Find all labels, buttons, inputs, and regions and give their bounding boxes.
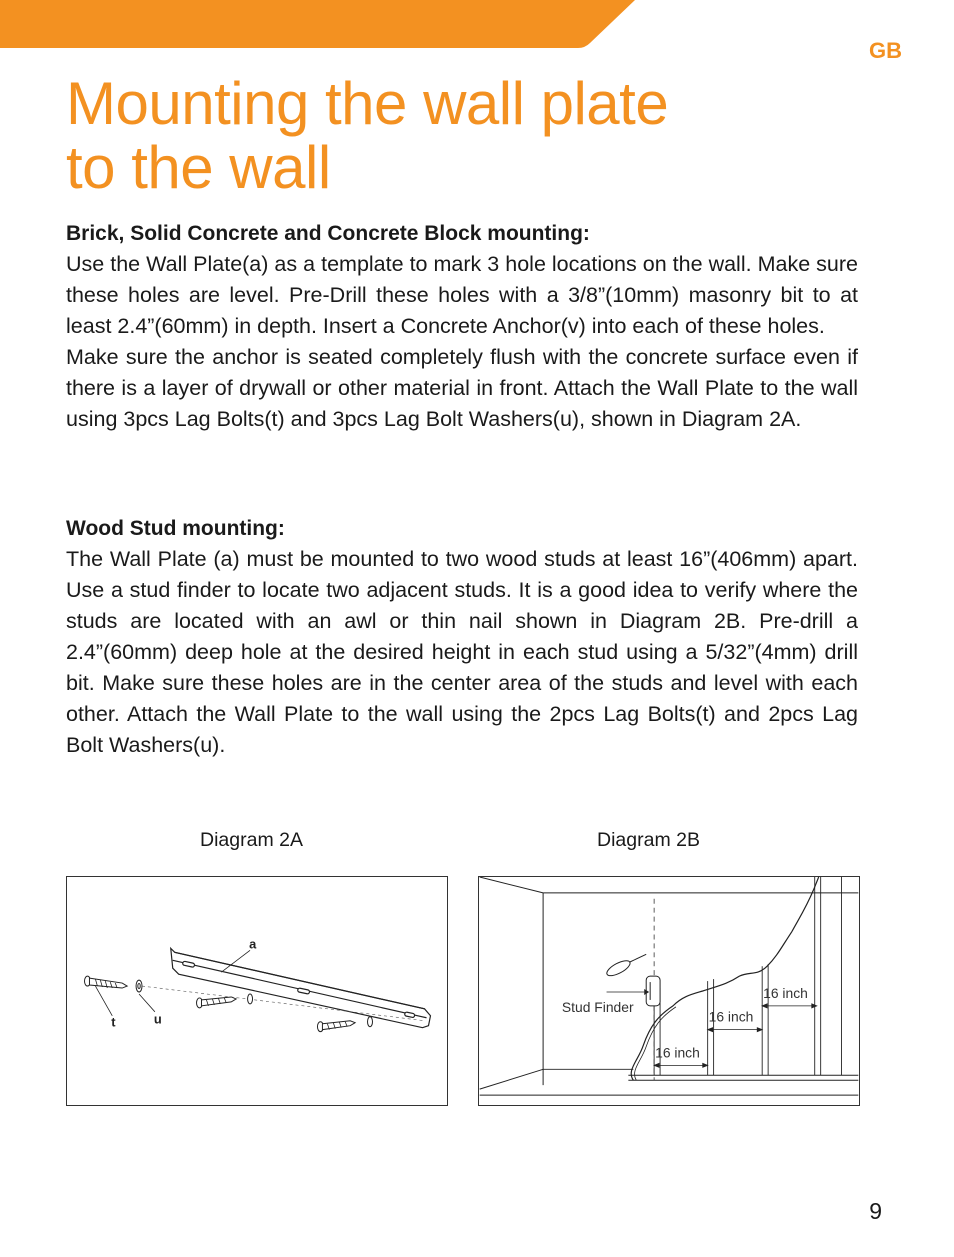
paragraph: The Wall Plate (a) must be mounted to two wood studs at least 16”(406mm) apart. Use a stud finder to locate two adjacent studs. It is a good idea to verify where the studs are located with an awl or thin nail shown in Diagram 2B. Pre-drill a 2.4”(60mm) deep hole at the desired height in each stud using a 5/32”(4mm) drill bit. Make sure these holes are in the center area of the studs and level with each other. Attach the Wall Plate to the wall using the 2pcs Lag Bolts(t) and 2pcs Lag Bolt Washers(u). — [66, 547, 858, 757]
wall-plate — [171, 948, 431, 1027]
language-code: GB — [869, 38, 902, 63]
label-spacing-2: 16 inch — [708, 1008, 754, 1025]
section-heading: Brick, Solid Concrete and Concrete Block mounting: — [66, 222, 590, 245]
page-title-line-1: Mounting the wall plate — [66, 70, 669, 137]
paragraph: Use the Wall Plate(a) as a template to mark 3 hole locations on the wall. Make sure these holes are level. Pre-Drill these holes with a 3/8”(10mm) masonry bit to at least 2.4”(60mm) in depth. Insert a Concrete Anchor(v) into each of these holes. — [66, 252, 858, 338]
diagram-2b — [478, 876, 860, 1106]
top-banner — [0, 0, 954, 48]
page-title-line-2: to the wall — [66, 134, 331, 201]
label-bolt-t: t — [111, 1014, 116, 1030]
label-spacing-1: 16 inch — [655, 1044, 700, 1061]
section-heading: Wood Stud mounting: — [66, 517, 285, 540]
lag-bolt-icon — [85, 976, 128, 988]
page-number: 9 — [869, 1198, 882, 1224]
page-title — [66, 72, 826, 200]
diagram-2b-caption: Diagram 2B — [597, 829, 700, 851]
lag-bolt-icon — [317, 1017, 372, 1032]
diagram-2a-caption: Diagram 2A — [200, 829, 303, 851]
lag-bolt-icon — [197, 994, 253, 1008]
label-plate-a: a — [249, 936, 257, 952]
label-washer-u: u — [153, 1011, 162, 1027]
stud-finder-icon — [646, 976, 660, 1006]
label-spacing-3: 16 inch — [763, 984, 808, 1001]
label-stud-finder: Stud Finder — [561, 998, 634, 1015]
wall-studs-illustration — [479, 877, 859, 1105]
diagram-2a — [66, 876, 448, 1106]
paragraph: Make sure the anchor is seated completely flush with the concrete surface even if there is a layer of drywall or other material in front. Attach the Wall Plate to the wall using 3pcs Lag Bolts(t) and 3pcs Lag Bolt Washers(u), shown in Diagram 2A. — [66, 345, 858, 431]
washer-icon — [136, 980, 142, 992]
section-wood-stud-mounting — [66, 513, 858, 761]
wall-plate-illustration — [67, 877, 447, 1105]
section-brick-mounting — [66, 218, 858, 435]
awl-icon — [605, 954, 646, 978]
